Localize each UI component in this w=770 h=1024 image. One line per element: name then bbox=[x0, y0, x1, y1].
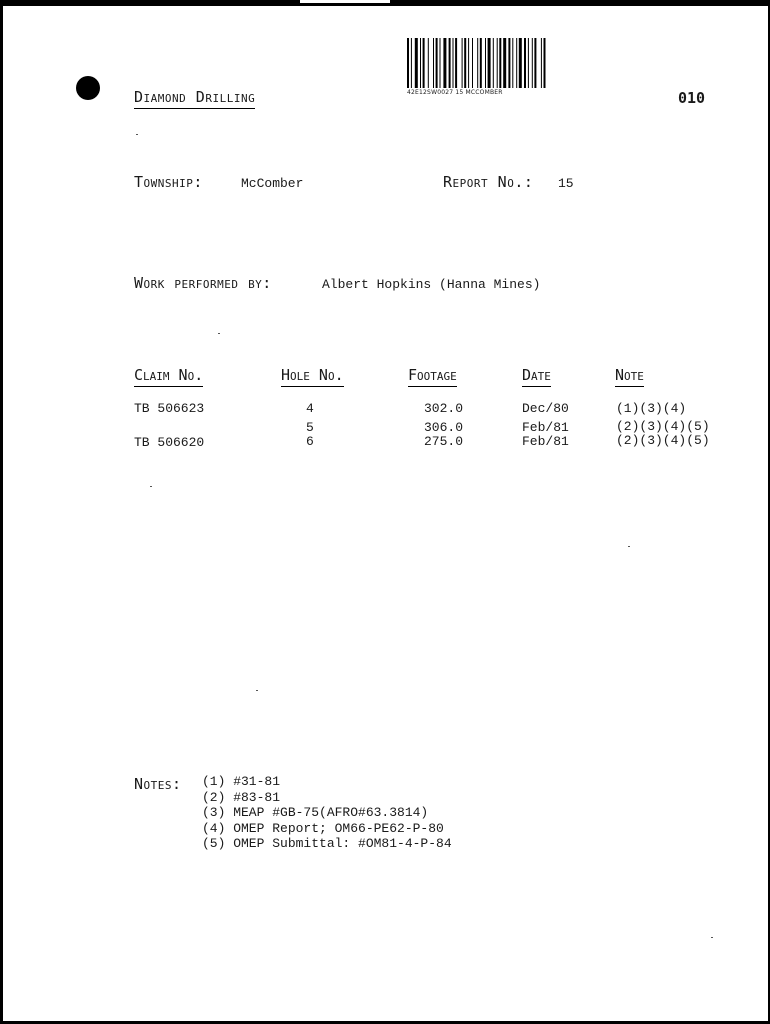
barcode-bar bbox=[455, 38, 457, 88]
claim-number: TB 506620 bbox=[134, 435, 205, 450]
township-label: Township: bbox=[134, 173, 203, 191]
barcode-bar bbox=[436, 38, 438, 88]
barcode-bar bbox=[519, 38, 522, 88]
barcode-bar bbox=[508, 38, 510, 88]
scan-speck bbox=[150, 486, 152, 487]
footage-value: 306.0 bbox=[424, 420, 464, 435]
report-number-label: Report No.: bbox=[443, 173, 534, 191]
barcode-bar bbox=[512, 38, 513, 88]
work-performed-value: Albert Hopkins (Hanna Mines) bbox=[322, 277, 541, 292]
barcode-bar bbox=[516, 38, 517, 88]
barcode-bar bbox=[499, 38, 501, 88]
barcode-bar bbox=[477, 38, 478, 88]
barcode-bar bbox=[497, 38, 498, 88]
barcode-bar bbox=[449, 38, 451, 88]
column-header-hole: Hole No. bbox=[281, 366, 344, 387]
scan-edge-gap bbox=[300, 0, 390, 3]
barcode-bar bbox=[423, 38, 425, 88]
township-value: McComber bbox=[241, 176, 304, 191]
column-header-date: Date bbox=[522, 366, 551, 387]
barcode-bar bbox=[544, 38, 546, 88]
barcode-bar bbox=[485, 38, 486, 88]
barcode-bar bbox=[524, 38, 526, 88]
barcode-caption: 42E12SW0027 15 MCCOMBER bbox=[407, 89, 503, 96]
scan-speck bbox=[628, 546, 630, 547]
barcode-bar bbox=[532, 38, 533, 88]
note-refs: (1)(3)(4) bbox=[616, 401, 687, 416]
hole-number: 4 bbox=[306, 401, 314, 416]
document-code: 010 bbox=[678, 89, 706, 107]
barcode-bar bbox=[493, 38, 494, 88]
note-item: (5) OMEP Submittal: #OM81-4-P-84 bbox=[202, 836, 452, 851]
barcode-bar bbox=[411, 38, 412, 88]
barcode-bar bbox=[488, 38, 491, 88]
barcode-bar bbox=[440, 38, 441, 88]
barcode-bar bbox=[407, 38, 409, 88]
claim-number: TB 506623 bbox=[134, 401, 205, 416]
barcode-bar bbox=[472, 38, 473, 88]
note-item: (4) OMEP Report; OM66-PE62-P-80 bbox=[202, 820, 444, 836]
document-title: Diamond Drilling bbox=[134, 88, 255, 109]
note-item: (3) MEAP #GB-75(AFRO#63.3814) bbox=[202, 805, 429, 820]
barcode-bar bbox=[534, 38, 536, 88]
notes-list bbox=[202, 774, 452, 852]
note-refs: (2)(3)(4)(5) bbox=[616, 419, 710, 434]
barcode-bar bbox=[464, 38, 466, 88]
barcode-bar bbox=[433, 38, 434, 88]
punch-hole bbox=[76, 76, 100, 100]
barcode-bar bbox=[462, 38, 463, 88]
barcode-bar bbox=[420, 38, 421, 88]
date-value: Feb/81 bbox=[522, 434, 569, 449]
note-item: (2) #83-81 bbox=[202, 789, 281, 805]
footage-value: 275.0 bbox=[424, 434, 464, 449]
column-header-note: Note bbox=[615, 366, 644, 387]
barcode bbox=[407, 38, 625, 88]
column-header-claim: Claim No. bbox=[134, 366, 203, 387]
note-refs: (2)(3)(4)(5) bbox=[616, 433, 710, 448]
scan-speck bbox=[711, 937, 713, 938]
barcode-bar bbox=[453, 38, 454, 88]
notes-label: Notes: bbox=[134, 775, 182, 793]
barcode-bar bbox=[480, 38, 482, 88]
footage-value: 302.0 bbox=[424, 401, 464, 416]
barcode-bar bbox=[468, 38, 469, 88]
scan-speck bbox=[256, 690, 258, 691]
work-performed-label: Work performed by: bbox=[134, 274, 272, 292]
barcode-bar bbox=[415, 38, 418, 88]
note-item: (1) #31-81 bbox=[202, 774, 281, 789]
barcode-bar bbox=[528, 38, 529, 88]
hole-number: 6 bbox=[306, 434, 314, 449]
date-value: Feb/81 bbox=[522, 420, 569, 435]
date-value: Dec/80 bbox=[522, 401, 569, 416]
barcode-bar bbox=[428, 38, 429, 88]
scan-edge-left bbox=[0, 0, 3, 1024]
scan-speck bbox=[136, 134, 138, 135]
barcode-bar bbox=[503, 38, 506, 88]
column-header-footage: Footage bbox=[408, 366, 457, 387]
barcode-bar bbox=[443, 38, 446, 88]
report-number-value: 15 bbox=[558, 176, 574, 191]
scan-speck bbox=[218, 333, 220, 334]
barcode-bar bbox=[541, 38, 542, 88]
hole-number: 5 bbox=[306, 420, 314, 435]
